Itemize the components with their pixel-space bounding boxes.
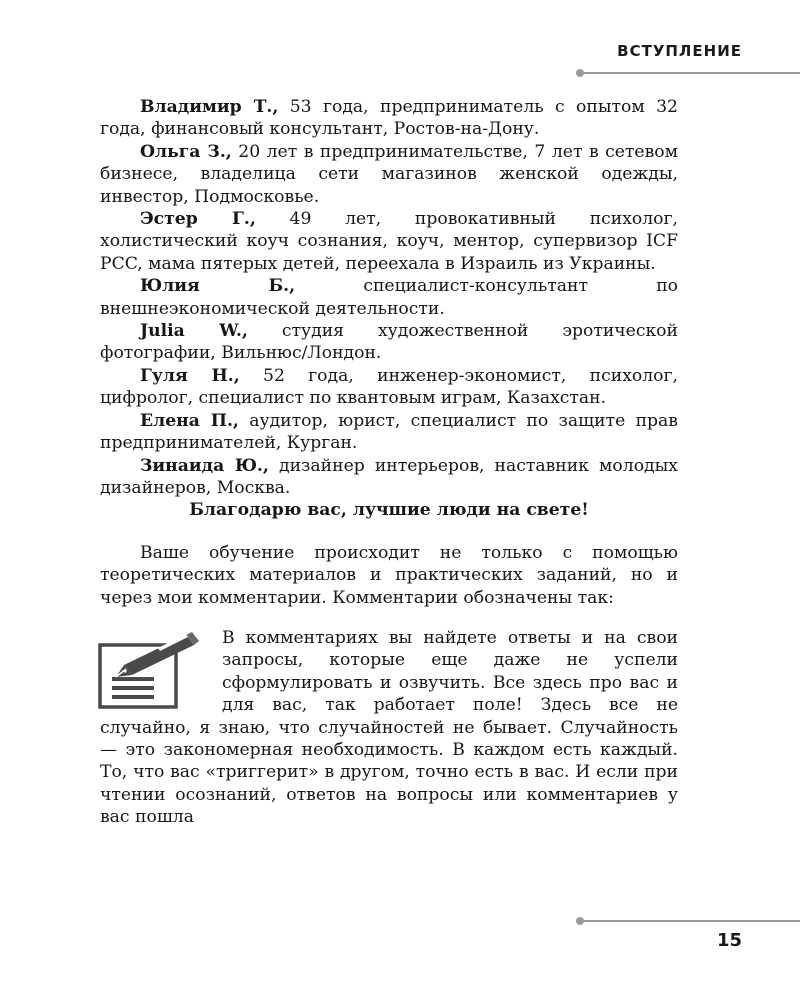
person-name: Ольга З.,: [140, 141, 232, 162]
section-title: ВСТУПЛЕНИЕ: [617, 42, 742, 60]
person-name: Юлия Б.,: [140, 276, 296, 297]
person-name: Гуля Н.,: [140, 365, 240, 386]
pen-notepad-icon: [98, 631, 214, 709]
footer-rule: [580, 920, 800, 922]
acknowledgements-list: [100, 96, 678, 499]
person-entry: [100, 208, 678, 275]
header-rule-dot: [576, 69, 584, 77]
intro-paragraph: Ваше обучение происходит не только с помощью теоретических материалов и практических заданий, но и через мои комментарии. Комментарии обозначены так:: [100, 542, 678, 608]
header-rule: [580, 72, 800, 74]
person-entry: [100, 365, 678, 410]
person-description: специалист-консультант по внешнеэкономической деятельности.: [100, 276, 678, 319]
page-number: 15: [716, 930, 742, 951]
person-description: аудитор, юрист, специалист по защите прав предпринимателей, Курган.: [100, 410, 678, 454]
thanks-line: Благодарю вас, лучшие люди на свете!: [189, 500, 589, 521]
comment-text: В комментариях вы найдете ответы и на свои запросы, которые еще даже не успели сформулировать и озвучить. Все здесь про вас и для вас, так работает поле! Здесь все не случайно, я знаю, что случайностей не бывает. Случайность — это закономерная необходимость. В каждом есть каждый. То, что вас «триггерит» в другом, точно есть в вас. И если при чтении осознаний, ответов на вопросы или комментариев у вас пошла: [100, 627, 678, 828]
person-name: Зинаида Ю.,: [140, 455, 269, 476]
person-name: Елена П.,: [140, 410, 239, 431]
page-content: [100, 96, 678, 829]
person-entry: [100, 96, 678, 141]
comment-block: [100, 627, 678, 829]
person-description: 53 года, предприниматель с опытом 32 года, финансовый консультант, Ростов-на-Дону.: [100, 97, 678, 140]
person-name: Эстер Г.,: [140, 209, 256, 230]
person-description: 52 года, инженер-экономист, психолог, цифролог, специалист по квантовым играм, Казахстан.: [100, 365, 678, 409]
person-description: студия художественной эротической фотографии, Вильнюс/Лондон.: [100, 321, 678, 364]
person-description: дизайнер интерьеров, наставник молодых дизайнеров, Москва.: [100, 455, 678, 498]
person-name: Владимир Т.,: [140, 97, 279, 117]
person-entry: [100, 320, 678, 365]
person-description: 49 лет, провокативный психолог, холистический коуч сознания, коуч, ментор, супервизор ICF PCC, мама пятерых детей, переехала в Израиль из Украины.: [100, 209, 679, 274]
person-entry: [100, 275, 678, 320]
person-name: Julia W.,: [140, 321, 248, 342]
person-entry: [100, 410, 678, 455]
footer-rule-dot: [576, 917, 584, 925]
person-entry: [100, 455, 678, 500]
person-entry: [100, 141, 678, 208]
person-description: 20 лет в предпринимательстве, 7 лет в сетевом бизнесе, владелица сети магазинов женской одежды, инвестор, Подмосковье.: [100, 141, 678, 207]
